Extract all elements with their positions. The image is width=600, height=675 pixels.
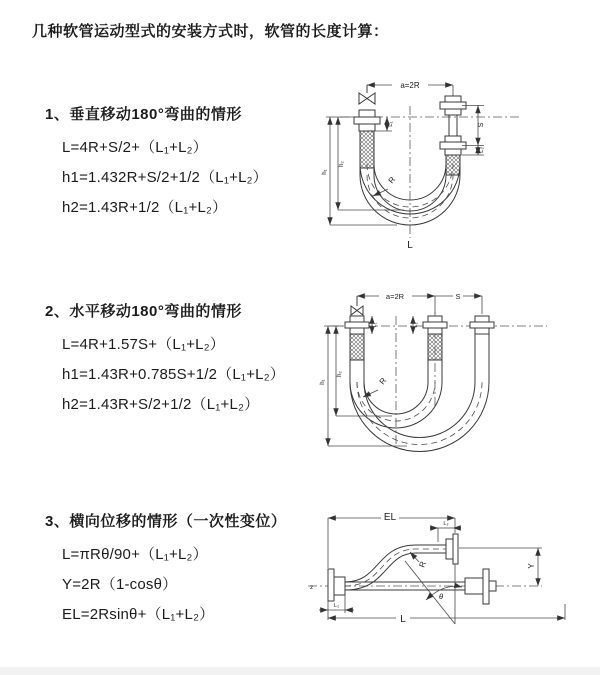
dim-label-l: L	[400, 614, 406, 625]
hose-s-curve	[345, 545, 446, 590]
section-horizontal-180	[45, 300, 285, 420]
section-3-heading: 3、横向位移的情形（一次性变位）	[45, 513, 287, 530]
dim-label-l2: L₂	[479, 147, 485, 153]
dim-label-s: S	[478, 122, 485, 128]
dim-label-l: L	[407, 240, 413, 251]
page-bottom-edge	[0, 667, 600, 675]
formula-length: L=4R+1.57S+（L₁+L₂）	[62, 336, 225, 353]
dim-label-r: R	[377, 376, 389, 387]
section-2-heading: 2、水平移动180°弯曲的情形	[45, 303, 242, 320]
dimension-l1	[319, 595, 354, 613]
dimension-a-2r	[357, 292, 482, 315]
left-fitting	[345, 316, 369, 382]
dim-label-l2: L₂	[413, 322, 419, 328]
section-1-heading: 1、垂直移动180°弯曲的情形	[45, 106, 242, 123]
radius-callout	[363, 376, 388, 397]
dimension-a-2r	[367, 80, 453, 96]
angle-label: θ	[439, 592, 444, 601]
valve-icon	[351, 296, 363, 315]
formula-h2: h2=1.43R+S/2+1/2（L₁+L₂）	[62, 396, 260, 413]
dimension-el	[328, 510, 455, 568]
dimension-l1	[372, 316, 378, 334]
diagram-vertical-180-bend	[312, 72, 547, 257]
centerline-symbol: z	[310, 584, 314, 591]
dim-label-h2: h₂	[337, 371, 343, 377]
dim-label-s: S	[455, 292, 461, 301]
left-fitting	[328, 569, 345, 601]
dim-label-a2r: a=2R	[385, 292, 405, 301]
diagram-horizontal-180-bend	[312, 286, 574, 458]
formula-h2: h2=1.43R+1/2（L₁+L₂）	[62, 199, 228, 216]
dim-label-el: EL	[383, 512, 397, 523]
angle-construction	[405, 561, 462, 624]
length-label	[403, 238, 417, 251]
formula-length: L=4R+S/2+（L₁+L₂）	[62, 139, 208, 156]
dim-label-y: Y	[527, 563, 536, 569]
dim-label-h1: h₁	[322, 169, 328, 175]
original-fitting	[465, 569, 496, 604]
dim-label-r: R	[386, 175, 398, 186]
dim-label-h2: h₂	[339, 161, 345, 167]
dim-label-h1: h₁	[320, 379, 326, 385]
middle-fitting	[423, 316, 447, 382]
section-lateral-displacement	[45, 510, 286, 630]
page-title: 几种软管运动型式的安装方式时，软管的长度计算：	[32, 23, 389, 40]
hose-u-bends	[350, 382, 489, 452]
dimension-l2	[413, 316, 419, 334]
dim-label-a2r: a=2R	[400, 81, 420, 90]
dim-label-l1: L₁	[388, 121, 394, 127]
dim-label-l2: L₂	[443, 521, 449, 527]
right-fitting-positions	[440, 96, 466, 175]
dim-label-r: R	[417, 560, 428, 569]
formula-length: L=πRθ/90+（L₁+L₂）	[62, 546, 208, 563]
diagram-lateral-displacement	[298, 506, 586, 648]
radius-callout	[410, 552, 428, 569]
formula-h1: h1=1.43R+0.785S+1/2（L₁+L₂）	[62, 366, 285, 383]
valve-icon	[359, 85, 375, 104]
section-vertical-180	[45, 103, 268, 223]
right-fitting	[470, 316, 494, 382]
dim-label-l1: L₁	[334, 603, 339, 609]
formula-y: Y=2R（1-cosθ）	[62, 576, 178, 593]
formula-h1: h1=1.432R+S/2+1/2（L₁+L₂）	[62, 169, 268, 186]
formula-el: EL=2Rsinθ+（L₁+L₂）	[62, 606, 215, 623]
displaced-fitting	[446, 534, 458, 564]
dim-label-l1: L₁	[372, 322, 378, 328]
